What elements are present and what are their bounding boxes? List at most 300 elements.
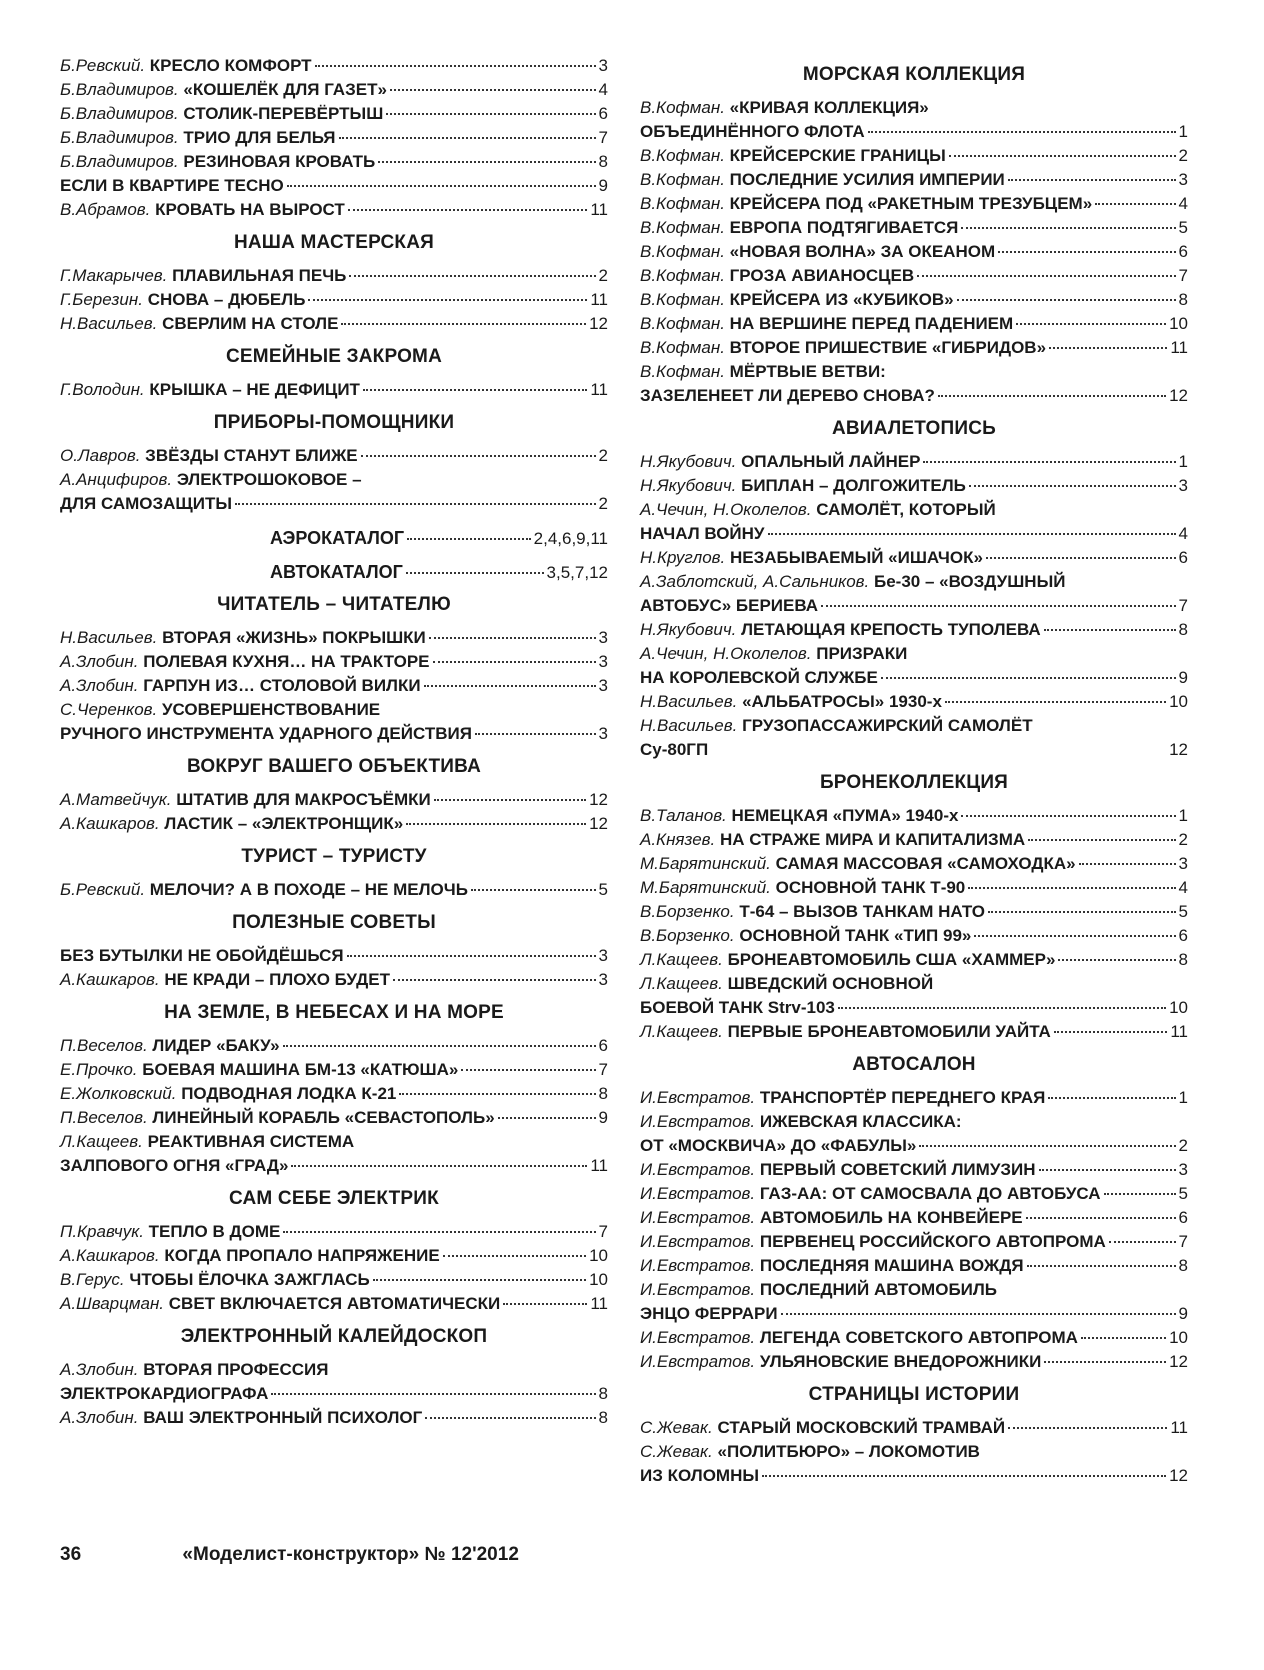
toc-entry xyxy=(60,788,608,812)
entry-title: ДЛЯ САМОЗАЩИТЫ xyxy=(60,494,232,513)
entry-text xyxy=(640,1206,1023,1230)
entry-text xyxy=(640,666,878,690)
toc-entry xyxy=(640,336,1188,360)
entry-page-number: 4 xyxy=(1178,878,1188,897)
toc-entry-line xyxy=(60,944,608,968)
entry-page-number: 6 xyxy=(1178,1208,1188,1227)
entry-page-number: 10 xyxy=(589,1246,608,1265)
entry-text xyxy=(60,54,312,78)
toc-section xyxy=(60,346,608,402)
toc-entry-line xyxy=(640,192,1188,216)
entry-text xyxy=(640,1278,997,1302)
toc-entry-line xyxy=(60,968,608,992)
entry-page-number: 3 xyxy=(598,676,608,695)
toc-entry-line xyxy=(640,264,1188,288)
dot-leader xyxy=(406,572,544,574)
entry-page-number: 3 xyxy=(1178,170,1188,189)
entry-title: «КОШЕЛЁК ДЛЯ ГАЗЕТ» xyxy=(183,80,387,99)
toc-entry-line xyxy=(60,150,608,174)
toc-entry xyxy=(60,650,608,674)
entry-page-number: 7 xyxy=(598,128,608,147)
toc-entry xyxy=(60,468,608,516)
toc-section xyxy=(60,756,608,836)
toc-entry-line xyxy=(60,444,608,468)
entry-author: С.Жевак. xyxy=(640,1442,713,1461)
dot-leader xyxy=(868,131,1176,133)
entry-author: А.Злобин. xyxy=(60,676,139,695)
toc-entry xyxy=(60,1406,608,1430)
entry-page-number: 12 xyxy=(1169,740,1188,759)
entry-author: А.Злобин. xyxy=(60,1360,139,1379)
entry-title: КРОВАТЬ НА ВЫРОСТ xyxy=(155,200,345,219)
page-footer xyxy=(60,1544,519,1566)
entry-page-number: 6 xyxy=(1178,548,1188,567)
entry-page-number: 12 xyxy=(1169,386,1188,405)
entry-author: И.Евстратов. xyxy=(640,1328,756,1347)
entry-author: И.Евстратов. xyxy=(640,1256,756,1275)
entry-author: П.Веселов. xyxy=(60,1036,148,1055)
entry-text xyxy=(60,1058,458,1082)
entry-title: НЕ КРАДИ – ПЛОХО БУДЕТ xyxy=(164,970,390,989)
entry-title: ЭНЦО ФЕРРАРИ xyxy=(640,1304,778,1323)
toc-entry-line xyxy=(640,384,1188,408)
entry-page-number: 1 xyxy=(1178,1088,1188,1107)
toc-entry xyxy=(640,192,1188,216)
entry-title: ГРУЗОПАССАЖИРСКИЙ САМОЛЁТ xyxy=(742,716,1033,735)
dot-leader xyxy=(378,161,595,163)
entry-page-number: 5 xyxy=(598,880,608,899)
toc-entry-line xyxy=(60,698,608,722)
dot-leader xyxy=(471,889,596,891)
toc-entry xyxy=(640,690,1188,714)
entry-author: А.Чечин, Н.Околелов. xyxy=(640,500,812,519)
toc-entry-line xyxy=(640,972,1188,996)
toc-entry xyxy=(60,1220,608,1244)
toc-entry xyxy=(60,264,608,288)
entry-text xyxy=(640,828,1025,852)
entry-text xyxy=(640,1350,1041,1374)
entry-text xyxy=(640,360,886,384)
entry-text xyxy=(60,150,375,174)
entry-page-number: 9 xyxy=(598,1108,608,1127)
dot-leader xyxy=(1081,1337,1166,1339)
entry-text xyxy=(640,1230,1106,1254)
entry-page-number: 2 xyxy=(598,266,608,285)
dot-leader xyxy=(768,533,1176,535)
entry-title: ВТОРОЕ ПРИШЕСТВИЕ «ГИБРИДОВ» xyxy=(729,338,1047,357)
entry-author: Н.Васильев. xyxy=(60,314,158,333)
entry-author: П.Веселов. xyxy=(60,1108,148,1127)
toc-entry xyxy=(640,948,1188,972)
entry-page-number: 4 xyxy=(598,80,608,99)
entry-page-number: 7 xyxy=(598,1060,608,1079)
dot-leader xyxy=(235,503,596,505)
entry-page-number: 7 xyxy=(1178,596,1188,615)
entry-text xyxy=(640,336,1046,360)
dot-leader xyxy=(881,677,1176,679)
dot-leader xyxy=(475,733,596,735)
entry-text xyxy=(640,1302,778,1326)
toc-entry xyxy=(640,924,1188,948)
entry-author: Л.Кащеев. xyxy=(640,950,723,969)
entry-text xyxy=(640,1182,1101,1206)
entry-title: ЛЕТАЮЩАЯ КРЕПОСТЬ ТУПОЛЕВА xyxy=(741,620,1041,639)
entry-title: ПЕРВЫЕ БРОНЕАВТОМОБИЛИ УАЙТА xyxy=(727,1022,1051,1041)
dot-leader xyxy=(1079,863,1176,865)
entry-text xyxy=(640,1110,962,1134)
entry-title: ЕСЛИ В КВАРТИРЕ ТЕСНО xyxy=(60,176,284,195)
entry-page-number: 7 xyxy=(598,1222,608,1241)
entry-author: А.Заблотский, А.Сальников. xyxy=(640,572,870,591)
toc-entry-line xyxy=(640,336,1188,360)
entry-text xyxy=(60,1106,495,1130)
dot-leader xyxy=(283,1231,595,1233)
entry-title: САМОЛЁТ, КОТОРЫЙ xyxy=(816,500,996,519)
entry-title: ИЗ КОЛОМНЫ xyxy=(640,1466,759,1485)
entry-page-number: 12 xyxy=(589,314,608,333)
entry-page-number: 8 xyxy=(598,152,608,171)
entry-text xyxy=(60,444,358,468)
toc-entry-line xyxy=(640,1158,1188,1182)
dot-leader xyxy=(503,1303,587,1305)
entry-text xyxy=(60,468,362,492)
entry-author: Н.Якубович. xyxy=(640,620,737,639)
section-heading: СЕМЕЙНЫЕ ЗАКРОМА xyxy=(226,346,442,367)
entry-text xyxy=(640,594,818,618)
toc-entry xyxy=(640,168,1188,192)
toc-entry-line xyxy=(640,168,1188,192)
entry-text xyxy=(640,312,1013,336)
dot-leader xyxy=(938,395,1166,397)
dot-leader xyxy=(1026,1217,1176,1219)
entry-title: КРЕЙСЕРА ИЗ «КУБИКОВ» xyxy=(729,290,954,309)
toc-entry xyxy=(640,714,1188,762)
toc-entry-line xyxy=(60,1106,608,1130)
toc-entry-line xyxy=(640,690,1188,714)
entry-title: АВТОМОБИЛЬ НА КОНВЕЙЕРЕ xyxy=(759,1208,1023,1227)
toc-entry xyxy=(640,852,1188,876)
dot-leader xyxy=(424,685,596,687)
toc-entry xyxy=(60,1130,608,1178)
toc-entry-line xyxy=(60,102,608,126)
entry-text xyxy=(640,690,942,714)
entry-title: ПЕРВЫЙ СОВЕТСКИЙ ЛИМУЗИН xyxy=(759,1160,1036,1179)
entry-page-number: 3 xyxy=(598,56,608,75)
section-heading: ТУРИСТ – ТУРИСТУ xyxy=(241,846,427,867)
entry-text xyxy=(60,1292,500,1316)
toc-section xyxy=(60,412,608,516)
entry-text xyxy=(640,948,1055,972)
entry-title: БОЕВОЙ ТАНК Strv-103 xyxy=(640,998,835,1017)
dot-leader xyxy=(283,1045,596,1047)
toc-entry-line xyxy=(640,666,1188,690)
dot-leader xyxy=(821,605,1175,607)
entry-text xyxy=(640,546,983,570)
dot-leader xyxy=(287,185,596,187)
dot-leader xyxy=(969,485,1176,487)
toc-entry xyxy=(640,360,1188,408)
entry-text xyxy=(640,168,1005,192)
dot-leader xyxy=(1044,629,1176,631)
entry-author: А.Князев. xyxy=(640,830,716,849)
toc-section xyxy=(640,772,1188,1044)
dot-leader xyxy=(341,323,586,325)
entry-title: КРЕЙСЕРСКИЕ ГРАНИЦЫ xyxy=(729,146,946,165)
section-heading: БРОНЕКОЛЛЕКЦИЯ xyxy=(819,772,1009,793)
entry-text xyxy=(60,102,383,126)
entry-page-number: 12 xyxy=(589,814,608,833)
entry-text xyxy=(640,192,1092,216)
entry-title: ВАШ ЭЛЕКТРОННЫЙ ПСИХОЛОГ xyxy=(143,1408,423,1427)
dot-leader xyxy=(1049,347,1167,349)
toc-entry-line xyxy=(640,618,1188,642)
entry-page-number: 3 xyxy=(598,628,608,647)
toc-entry xyxy=(60,1058,608,1082)
toc-entry xyxy=(60,1292,608,1316)
toc-entry-line xyxy=(60,788,608,812)
entry-author: В.Кофман. xyxy=(640,218,725,237)
entry-text xyxy=(640,384,935,408)
toc-entry-line xyxy=(640,948,1188,972)
entry-author: А.Анцифиров. xyxy=(60,470,173,489)
entry-page-number: 12 xyxy=(1169,1352,1188,1371)
toc-entry xyxy=(640,972,1188,1020)
entry-author: Г.Березин. xyxy=(60,290,143,309)
toc-entry-line xyxy=(640,360,1188,384)
entry-text xyxy=(640,1134,916,1158)
dot-leader xyxy=(1028,839,1175,841)
toc-entry-line xyxy=(640,216,1188,240)
entry-page-number: 8 xyxy=(598,1384,608,1403)
entry-page-number: 3,5,7,12 xyxy=(546,563,608,582)
toc-entry xyxy=(60,1268,608,1292)
entry-author: И.Евстратов. xyxy=(640,1352,756,1371)
entry-title: ЗАЛПОВОГО ОГНЯ «ГРАД» xyxy=(60,1156,289,1175)
toc-entry-line xyxy=(640,1278,1188,1302)
section-heading: ПРИБОРЫ-ПОМОЩНИКИ xyxy=(213,412,455,433)
entry-text xyxy=(640,144,946,168)
toc-entry-line xyxy=(640,1182,1188,1206)
dot-leader xyxy=(348,209,588,211)
toc-entry xyxy=(640,1230,1188,1254)
entry-page-number: 11 xyxy=(590,290,608,309)
toc-entry xyxy=(640,474,1188,498)
entry-title: ПОДВОДНАЯ ЛОДКА К-21 xyxy=(181,1084,397,1103)
entry-title: РЕАКТИВНАЯ СИСТЕМА xyxy=(147,1132,355,1151)
toc-entry xyxy=(60,126,608,150)
entry-author: М.Барятинский. xyxy=(640,878,771,897)
toc-entry-line xyxy=(640,1302,1188,1326)
dot-leader xyxy=(949,155,1176,157)
toc-entry-line xyxy=(640,522,1188,546)
magazine-issue: «Моделист-конструктор» № 12'2012 xyxy=(182,1544,519,1565)
toc-entry-line xyxy=(60,722,608,746)
entry-page-number: 8 xyxy=(598,1408,608,1427)
toc-entry-line xyxy=(60,812,608,836)
toc-entry-line xyxy=(640,1230,1188,1254)
entry-title: «НОВАЯ ВОЛНА» ЗА ОКЕАНОМ xyxy=(729,242,996,261)
dot-leader xyxy=(961,815,1175,817)
toc-entry xyxy=(640,1086,1188,1110)
toc-entry-line xyxy=(60,492,608,516)
dot-leader xyxy=(434,799,586,801)
entry-text xyxy=(60,312,338,336)
dot-leader xyxy=(919,1145,1175,1147)
toc-entry xyxy=(640,288,1188,312)
dot-leader xyxy=(1039,1169,1176,1171)
dot-leader xyxy=(425,1417,595,1419)
entry-title: УСОВЕРШЕНСТВОВАНИЕ xyxy=(161,700,381,719)
toc-entry-line xyxy=(640,1206,1188,1230)
entry-author: О.Лавров. xyxy=(60,446,141,465)
section-heading: НАША МАСТЕРСКАЯ xyxy=(233,232,435,253)
toc-entry xyxy=(640,1350,1188,1374)
entry-title: СВЕТ ВКЛЮЧАЕТСЯ АВТОМАТИЧЕСКИ xyxy=(168,1294,501,1313)
entry-text xyxy=(640,1086,1045,1110)
dot-leader xyxy=(957,299,1176,301)
entry-author: Б.Ревский. xyxy=(60,880,146,899)
entry-author: В.Борзенко. xyxy=(640,926,735,945)
entry-page-number: 8 xyxy=(1178,620,1188,639)
toc-entry-line xyxy=(60,264,608,288)
toc-entry xyxy=(640,804,1188,828)
entry-title: ЗВЁЗДЫ СТАНУТ БЛИЖЕ xyxy=(145,446,358,465)
entry-text xyxy=(640,474,966,498)
toc-section xyxy=(60,232,608,336)
toc-entry xyxy=(60,698,608,746)
toc-entry-line xyxy=(640,1326,1188,1350)
entry-title: «ПОЛИТБЮРО» – ЛОКОМОТИВ xyxy=(717,1442,980,1461)
entry-text xyxy=(640,1464,759,1488)
toc-entry-line xyxy=(60,54,608,78)
entry-text xyxy=(60,78,387,102)
entry-page-number: 10 xyxy=(1169,692,1188,711)
entry-author: В.Борзенко. xyxy=(640,902,735,921)
dot-leader xyxy=(1104,1193,1176,1195)
entry-text xyxy=(60,288,305,312)
entry-title: УЛЬЯНОВСКИЕ ВНЕДОРОЖНИКИ xyxy=(759,1352,1042,1371)
dot-leader xyxy=(1048,1097,1175,1099)
toc-entry-line xyxy=(640,1020,1188,1044)
dot-leader xyxy=(373,1279,586,1281)
entry-author: Е.Жолковский. xyxy=(60,1084,177,1103)
entry-page-number: 4 xyxy=(1178,524,1188,543)
entry-author: В.Кофман. xyxy=(640,146,725,165)
entry-text xyxy=(640,1326,1078,1350)
entry-text xyxy=(640,288,954,312)
entry-title: БИПЛАН – ДОЛГОЖИТЕЛЬ xyxy=(741,476,966,495)
dot-leader xyxy=(361,455,596,457)
entry-title: НА ВЕРШИНЕ ПЕРЕД ПАДЕНИЕМ xyxy=(729,314,1014,333)
entry-page-number: 11 xyxy=(590,380,608,399)
entry-page-number: 6 xyxy=(598,104,608,123)
toc-entry xyxy=(640,642,1188,690)
entry-title: ЗАЗЕЛЕНЕЕТ ЛИ ДЕРЕВО СНОВА? xyxy=(640,386,935,405)
toc-entry xyxy=(640,1158,1188,1182)
entry-text xyxy=(640,264,914,288)
entry-page-number: 3 xyxy=(598,724,608,743)
toc-entry-line xyxy=(60,78,608,102)
toc-entry xyxy=(640,96,1188,144)
dot-leader xyxy=(968,887,1175,889)
toc-entry-line xyxy=(640,1086,1188,1110)
entry-page-number: 4 xyxy=(1178,194,1188,213)
toc-entry-line xyxy=(640,288,1188,312)
entry-author: И.Евстратов. xyxy=(640,1160,756,1179)
toc-entry-line xyxy=(640,1464,1188,1488)
entry-title: «КРИВАЯ КОЛЛЕКЦИЯ» xyxy=(729,98,929,117)
entry-title: КОГДА ПРОПАЛО НАПРЯЖЕНИЕ xyxy=(164,1246,440,1265)
entry-author: Б.Ревский. xyxy=(60,56,146,75)
toc-section xyxy=(60,1326,608,1430)
toc-entry-line xyxy=(640,714,1188,738)
entry-title: ШТАТИВ ДЛЯ МАКРОСЪЁМКИ xyxy=(176,790,431,809)
entry-page-number: 11 xyxy=(590,1156,608,1175)
dot-leader xyxy=(838,1007,1166,1009)
entry-author: А.Злобин. xyxy=(60,1408,139,1427)
entry-author: В.Кофман. xyxy=(640,338,725,357)
entry-text xyxy=(60,1220,280,1244)
entry-page-number: 2 xyxy=(1178,1136,1188,1155)
entry-title: ТРАНСПОРТЁР ПЕРЕДНЕГО КРАЯ xyxy=(759,1088,1046,1107)
entry-text xyxy=(60,944,344,968)
entry-text xyxy=(60,264,346,288)
entry-title: ПЕРВЕНЕЦ РОССИЙСКОГО АВТОПРОМА xyxy=(759,1232,1106,1251)
entry-author: И.Евстратов. xyxy=(640,1280,756,1299)
toc-entry-line xyxy=(640,240,1188,264)
entry-text xyxy=(60,1244,440,1268)
dot-leader xyxy=(974,935,1175,937)
entry-author: А.Кашкаров. xyxy=(60,1246,160,1265)
entry-author: В.Кофман. xyxy=(640,314,725,333)
dot-leader xyxy=(1016,323,1166,325)
entry-title: ВТОРАЯ ПРОФЕССИЯ xyxy=(143,1360,329,1379)
entry-page-number: 9 xyxy=(1178,668,1188,687)
toc-entry xyxy=(640,618,1188,642)
entry-author: Л.Кащеев. xyxy=(640,1022,723,1041)
section-heading: ЭЛЕКТРОННЫЙ КАЛЕЙДОСКОП xyxy=(180,1326,488,1347)
entry-page-number: 6 xyxy=(1178,242,1188,261)
entry-title: МЕЛОЧИ? А В ПОХОДЕ – НЕ МЕЛОЧЬ xyxy=(149,880,468,899)
right-column xyxy=(640,54,1188,1488)
entry-title: БРОНЕАВТОМОБИЛЬ США «ХАММЕР» xyxy=(727,950,1056,969)
entry-author: Г.Макарычев. xyxy=(60,266,168,285)
entry-title: РУЧНОГО ИНСТРУМЕНТА УДАРНОГО ДЕЙСТВИЯ xyxy=(60,724,472,743)
entry-page-number: 5 xyxy=(1178,1184,1188,1203)
toc-entry xyxy=(640,546,1188,570)
entry-author: Б.Владимиров. xyxy=(60,152,179,171)
page-number: 36 xyxy=(60,1544,82,1565)
entry-title: ОБЪЕДИНЁННОГО ФЛОТА xyxy=(640,122,865,141)
dot-leader xyxy=(998,251,1175,253)
dot-leader xyxy=(386,113,595,115)
entry-author: С.Черенков. xyxy=(60,700,158,719)
entry-author: Л.Кащеев. xyxy=(60,1132,143,1151)
toc-entry xyxy=(640,216,1188,240)
entry-title: РЕЗИНОВАЯ КРОВАТЬ xyxy=(183,152,376,171)
toc-entry-line xyxy=(640,546,1188,570)
toc-entry xyxy=(640,876,1188,900)
entry-title: ГРОЗА АВИАНОСЦЕВ xyxy=(729,266,915,285)
entry-author: В.Кофман. xyxy=(640,170,725,189)
entry-page-number: 3 xyxy=(598,946,608,965)
entry-author: Н.Круглов. xyxy=(640,548,726,567)
entry-title: НЕМЕЦКАЯ «ПУМА» 1940-х xyxy=(731,806,959,825)
entry-page-number: 10 xyxy=(589,1270,608,1289)
entry-text xyxy=(640,996,835,1020)
entry-text xyxy=(640,240,995,264)
entry-page-number: 6 xyxy=(598,1036,608,1055)
